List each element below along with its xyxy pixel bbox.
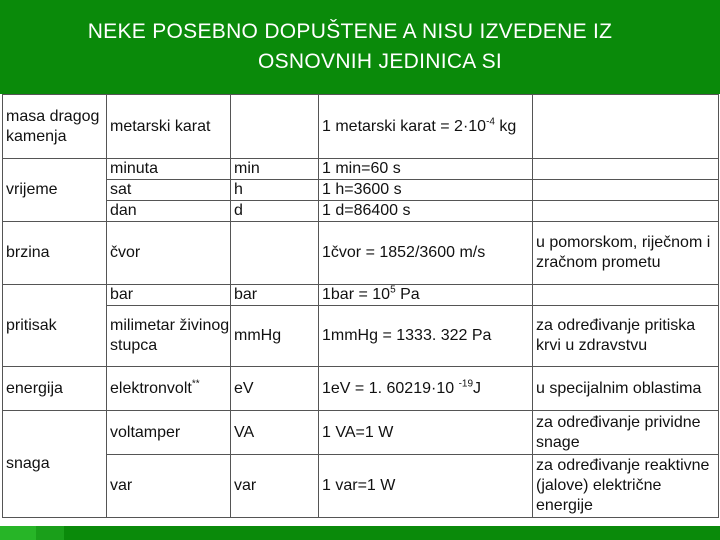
bottom-bar xyxy=(0,526,720,540)
definition-text: 1bar = 10 xyxy=(322,286,391,303)
table-row xyxy=(3,180,719,201)
definition-cell: 1čvor = 1852/3600 m/s xyxy=(319,222,533,285)
definition-text: 1 metarski karat = 2·10 xyxy=(322,117,487,135)
note-cell: za određivanje reaktivne (jalove) električne energije xyxy=(533,455,719,518)
quantity-cell: pritisak xyxy=(3,285,107,367)
table-row xyxy=(3,222,719,285)
unit-symbol-cell: min xyxy=(231,159,319,180)
definition-text: 1eV = 1. 60219·10 xyxy=(322,379,459,397)
table-row xyxy=(3,367,719,411)
table-row xyxy=(3,159,719,180)
note-cell xyxy=(533,95,719,159)
table-row xyxy=(3,306,719,367)
unit-symbol-cell: eV xyxy=(231,367,319,411)
note-cell xyxy=(533,201,719,222)
exponent: 5 xyxy=(390,284,396,296)
unit-symbol-cell: VA xyxy=(231,411,319,455)
unit-name-cell: bar xyxy=(107,285,231,306)
definition-unit: kg xyxy=(494,117,517,135)
table-row xyxy=(3,201,719,222)
table-row xyxy=(3,285,719,306)
quantity-cell: energija xyxy=(3,367,107,411)
definition-unit: Pa xyxy=(395,286,420,303)
unit-name-cell: voltamper xyxy=(107,411,231,455)
table-row xyxy=(3,95,719,159)
accent-square-secondary xyxy=(36,526,64,540)
note-cell: u specijalnim oblastima xyxy=(533,367,719,411)
unit-name-cell: var xyxy=(107,455,231,518)
definition-cell: 1mmHg = 1333. 322 Pa xyxy=(319,306,533,367)
footnote-marker: ** xyxy=(191,378,200,390)
definition-cell: 1 h=3600 s xyxy=(319,180,533,201)
slide-title xyxy=(0,0,720,94)
note-cell: za određivanje prividne snage xyxy=(533,411,719,455)
quantity-cell: masa dragog kamenja xyxy=(3,95,107,159)
exponent: -4 xyxy=(486,116,495,128)
definition-cell xyxy=(319,367,533,411)
exponent: -19 xyxy=(458,378,474,390)
unit-name-cell: sat xyxy=(107,180,231,201)
slide-title-line2: OSNOVNIH JEDINICA SI xyxy=(257,50,503,73)
unit-name-cell: metarski karat xyxy=(107,95,231,159)
quantity-cell: snaga xyxy=(3,411,107,518)
accent-square xyxy=(0,526,36,540)
unit-symbol-cell: h xyxy=(231,180,319,201)
unit-name-cell: milimetar živinog stupca xyxy=(107,306,231,367)
unit-name-cell: minuta xyxy=(107,159,231,180)
definition-cell xyxy=(319,285,533,306)
unit-name-text: elektronvolt xyxy=(110,379,192,397)
unit-name-cell: dan xyxy=(107,201,231,222)
units-table xyxy=(2,94,719,518)
definition-cell: 1 var=1 W xyxy=(319,455,533,518)
unit-symbol-cell: mmHg xyxy=(231,306,319,367)
unit-name-cell: čvor xyxy=(107,222,231,285)
note-cell: za određivanje pritiska krvi u zdravstvu xyxy=(533,306,719,367)
quantity-cell: brzina xyxy=(3,222,107,285)
unit-symbol-cell xyxy=(231,222,319,285)
note-cell xyxy=(533,285,719,306)
unit-symbol-cell xyxy=(231,95,319,159)
quantity-cell: vrijeme xyxy=(3,159,107,222)
slide-title-line1: NEKE POSEBNO DOPUŠTENE A NISU IZVEDENE IZ xyxy=(87,20,613,43)
definition-cell: 1 VA=1 W xyxy=(319,411,533,455)
definition-unit: J xyxy=(473,379,482,397)
unit-symbol-cell: d xyxy=(231,201,319,222)
unit-symbol-cell: bar xyxy=(231,285,319,306)
table-row xyxy=(3,411,719,455)
definition-cell xyxy=(319,95,533,159)
table-row xyxy=(3,455,719,518)
note-cell xyxy=(533,180,719,201)
definition-cell: 1 min=60 s xyxy=(319,159,533,180)
unit-name-cell xyxy=(107,367,231,411)
note-cell: u pomorskom, riječnom i zračnom prometu xyxy=(533,222,719,285)
definition-cell: 1 d=86400 s xyxy=(319,201,533,222)
note-cell xyxy=(533,159,719,180)
unit-symbol-cell: var xyxy=(231,455,319,518)
